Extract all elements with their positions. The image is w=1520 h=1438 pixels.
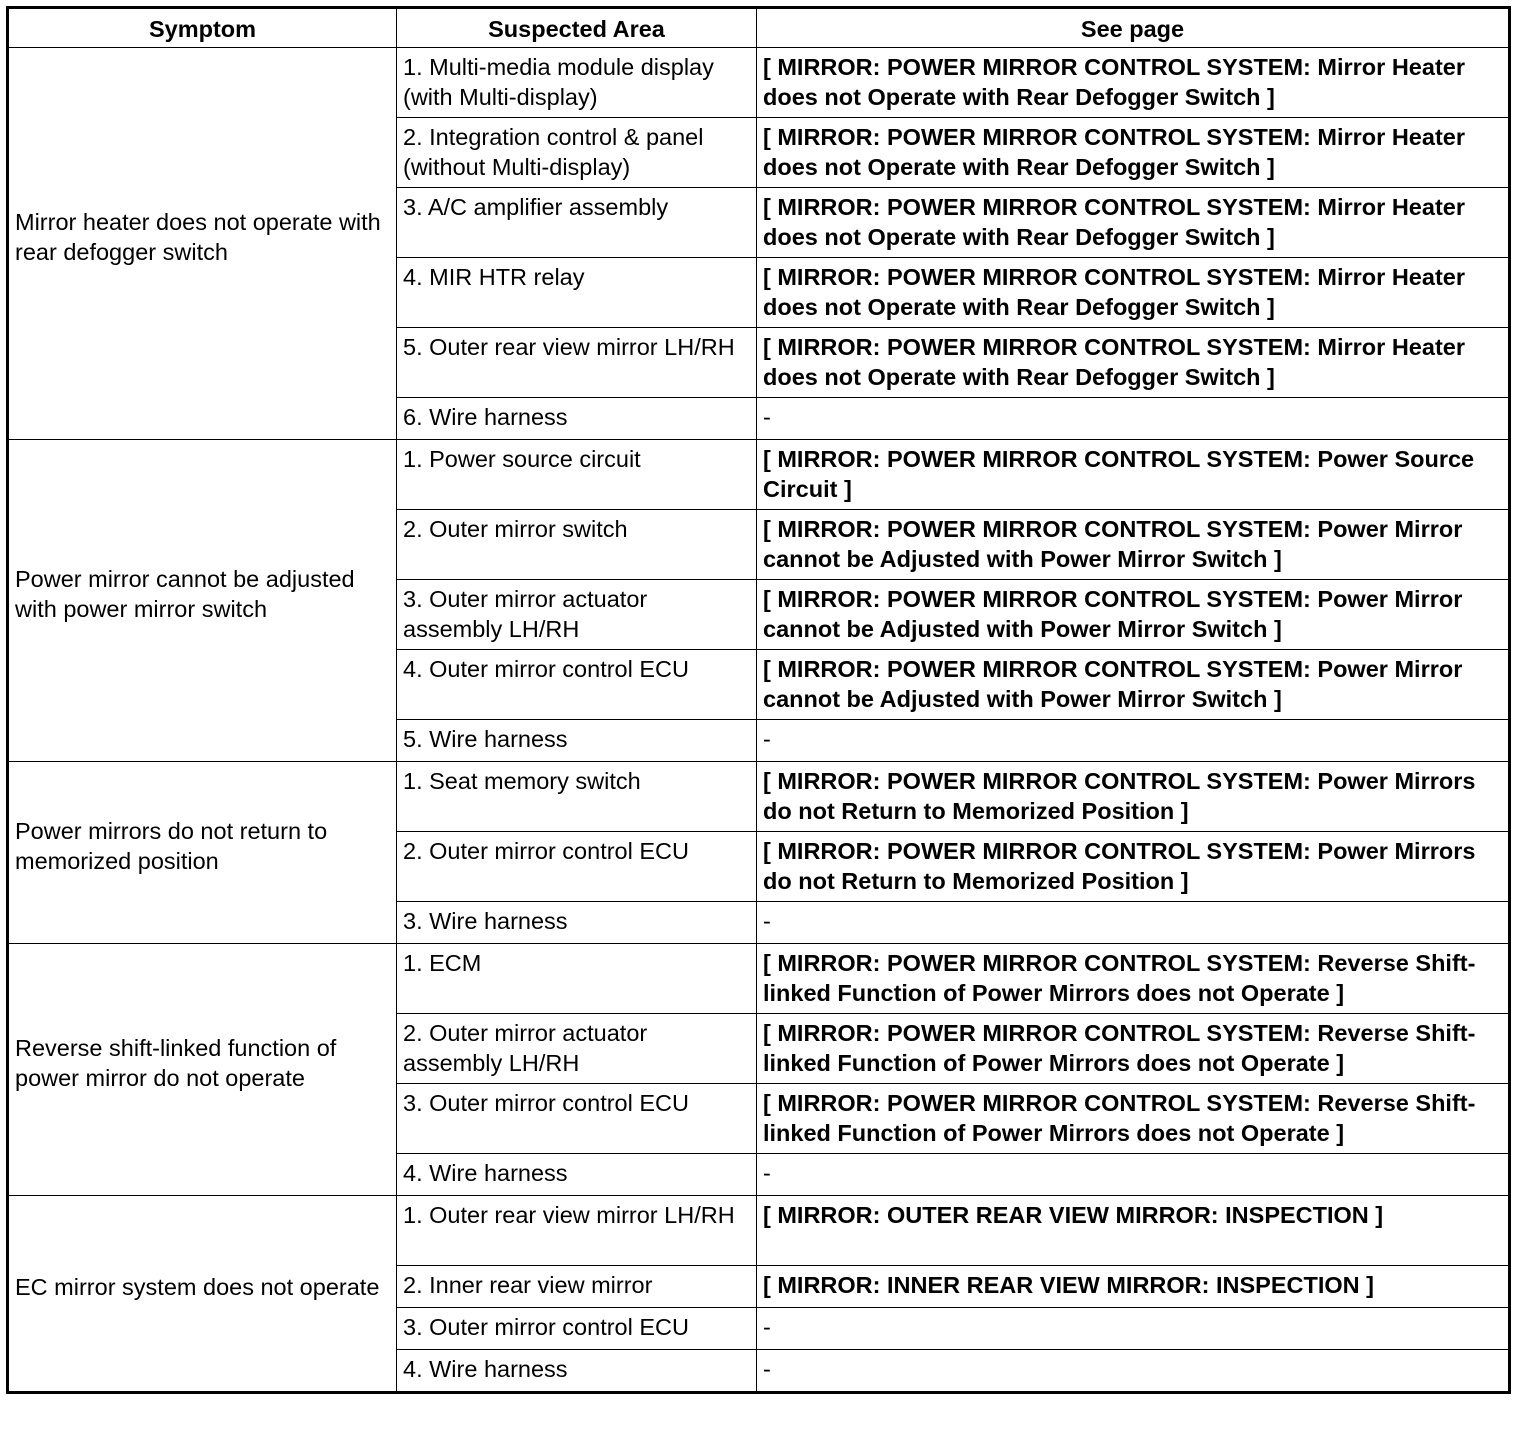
suspected-area-cell: 2. Outer mirror actuator assembly LH/RH [397,1014,757,1084]
suspected-area-cell: 2. Integration control & panel (without Multi-display) [397,118,757,188]
symptom-cell: Power mirrors do not return to memorized position [8,762,397,944]
see-page-link[interactable]: [ MIRROR: POWER MIRROR CONTROL SYSTEM: Power Mirror cannot be Adjusted with Power Mirror Switch ] [757,650,1510,720]
suspected-area-cell: 3. A/C amplifier assembly [397,188,757,258]
suspected-area-cell: 6. Wire harness [397,398,757,440]
suspected-area-cell: 2. Inner rear view mirror [397,1266,757,1308]
header-row [8,8,1510,48]
suspected-area-cell: 4. Outer mirror control ECU [397,650,757,720]
table-row [8,440,1510,510]
suspected-area-cell: 1. Seat memory switch [397,762,757,832]
suspected-area-cell: 4. Wire harness [397,1350,757,1393]
header-suspected-area: Suspected Area [397,8,757,48]
see-page-cell: - [757,1154,1510,1196]
see-page-cell: - [757,720,1510,762]
suspected-area-cell: 3. Outer mirror control ECU [397,1084,757,1154]
see-page-link[interactable]: [ MIRROR: POWER MIRROR CONTROL SYSTEM: Reverse Shift-linked Function of Power Mirrors does not Operate ] [757,1084,1510,1154]
problem-symptoms-table [6,6,1511,1394]
suspected-area-cell: 4. Wire harness [397,1154,757,1196]
see-page-link[interactable]: [ MIRROR: POWER MIRROR CONTROL SYSTEM: Reverse Shift-linked Function of Power Mirrors does not Operate ] [757,1014,1510,1084]
suspected-area-cell: 1. Power source circuit [397,440,757,510]
see-page-link[interactable]: [ MIRROR: INNER REAR VIEW MIRROR: INSPECTION ] [757,1266,1510,1308]
suspected-area-cell: 1. Outer rear view mirror LH/RH [397,1196,757,1266]
see-page-link[interactable]: [ MIRROR: POWER MIRROR CONTROL SYSTEM: Power Mirrors do not Return to Memorized Position ] [757,832,1510,902]
symptom-cell: Mirror heater does not operate with rear defogger switch [8,48,397,440]
see-page-cell: - [757,398,1510,440]
see-page-link[interactable]: [ MIRROR: OUTER REAR VIEW MIRROR: INSPECTION ] [757,1196,1510,1266]
suspected-area-cell: 5. Wire harness [397,720,757,762]
table-row [8,944,1510,1014]
see-page-cell: - [757,1308,1510,1350]
see-page-link[interactable]: [ MIRROR: POWER MIRROR CONTROL SYSTEM: Reverse Shift-linked Function of Power Mirrors does not Operate ] [757,944,1510,1014]
suspected-area-cell: 4. MIR HTR relay [397,258,757,328]
suspected-area-cell: 3. Outer mirror actuator assembly LH/RH [397,580,757,650]
see-page-link[interactable]: [ MIRROR: POWER MIRROR CONTROL SYSTEM: Power Mirror cannot be Adjusted with Power Mirror Switch ] [757,580,1510,650]
see-page-link[interactable]: [ MIRROR: POWER MIRROR CONTROL SYSTEM: Power Mirrors do not Return to Memorized Position ] [757,762,1510,832]
see-page-link[interactable]: [ MIRROR: POWER MIRROR CONTROL SYSTEM: Power Source Circuit ] [757,440,1510,510]
header-see-page: See page [757,8,1510,48]
symptom-cell: Power mirror cannot be adjusted with power mirror switch [8,440,397,762]
table-row [8,48,1510,118]
see-page-link[interactable]: [ MIRROR: POWER MIRROR CONTROL SYSTEM: Power Mirror cannot be Adjusted with Power Mirror Switch ] [757,510,1510,580]
see-page-cell: - [757,902,1510,944]
suspected-area-cell: 5. Outer rear view mirror LH/RH [397,328,757,398]
see-page-link[interactable]: [ MIRROR: POWER MIRROR CONTROL SYSTEM: Mirror Heater does not Operate with Rear Defogger Switch ] [757,48,1510,118]
suspected-area-cell: 3. Outer mirror control ECU [397,1308,757,1350]
suspected-area-cell: 1. ECM [397,944,757,1014]
table-row [8,762,1510,832]
see-page-link[interactable]: [ MIRROR: POWER MIRROR CONTROL SYSTEM: Mirror Heater does not Operate with Rear Defogger Switch ] [757,118,1510,188]
see-page-link[interactable]: [ MIRROR: POWER MIRROR CONTROL SYSTEM: Mirror Heater does not Operate with Rear Defogger Switch ] [757,188,1510,258]
table-row [8,1196,1510,1266]
suspected-area-cell: 1. Multi-media module display (with Multi-display) [397,48,757,118]
symptom-cell: EC mirror system does not operate [8,1196,397,1393]
see-page-link[interactable]: [ MIRROR: POWER MIRROR CONTROL SYSTEM: Mirror Heater does not Operate with Rear Defogger Switch ] [757,258,1510,328]
see-page-cell: - [757,1350,1510,1393]
suspected-area-cell: 3. Wire harness [397,902,757,944]
symptom-cell: Reverse shift-linked function of power mirror do not operate [8,944,397,1196]
suspected-area-cell: 2. Outer mirror switch [397,510,757,580]
header-symptom: Symptom [8,8,397,48]
see-page-link[interactable]: [ MIRROR: POWER MIRROR CONTROL SYSTEM: Mirror Heater does not Operate with Rear Defogger Switch ] [757,328,1510,398]
suspected-area-cell: 2. Outer mirror control ECU [397,832,757,902]
